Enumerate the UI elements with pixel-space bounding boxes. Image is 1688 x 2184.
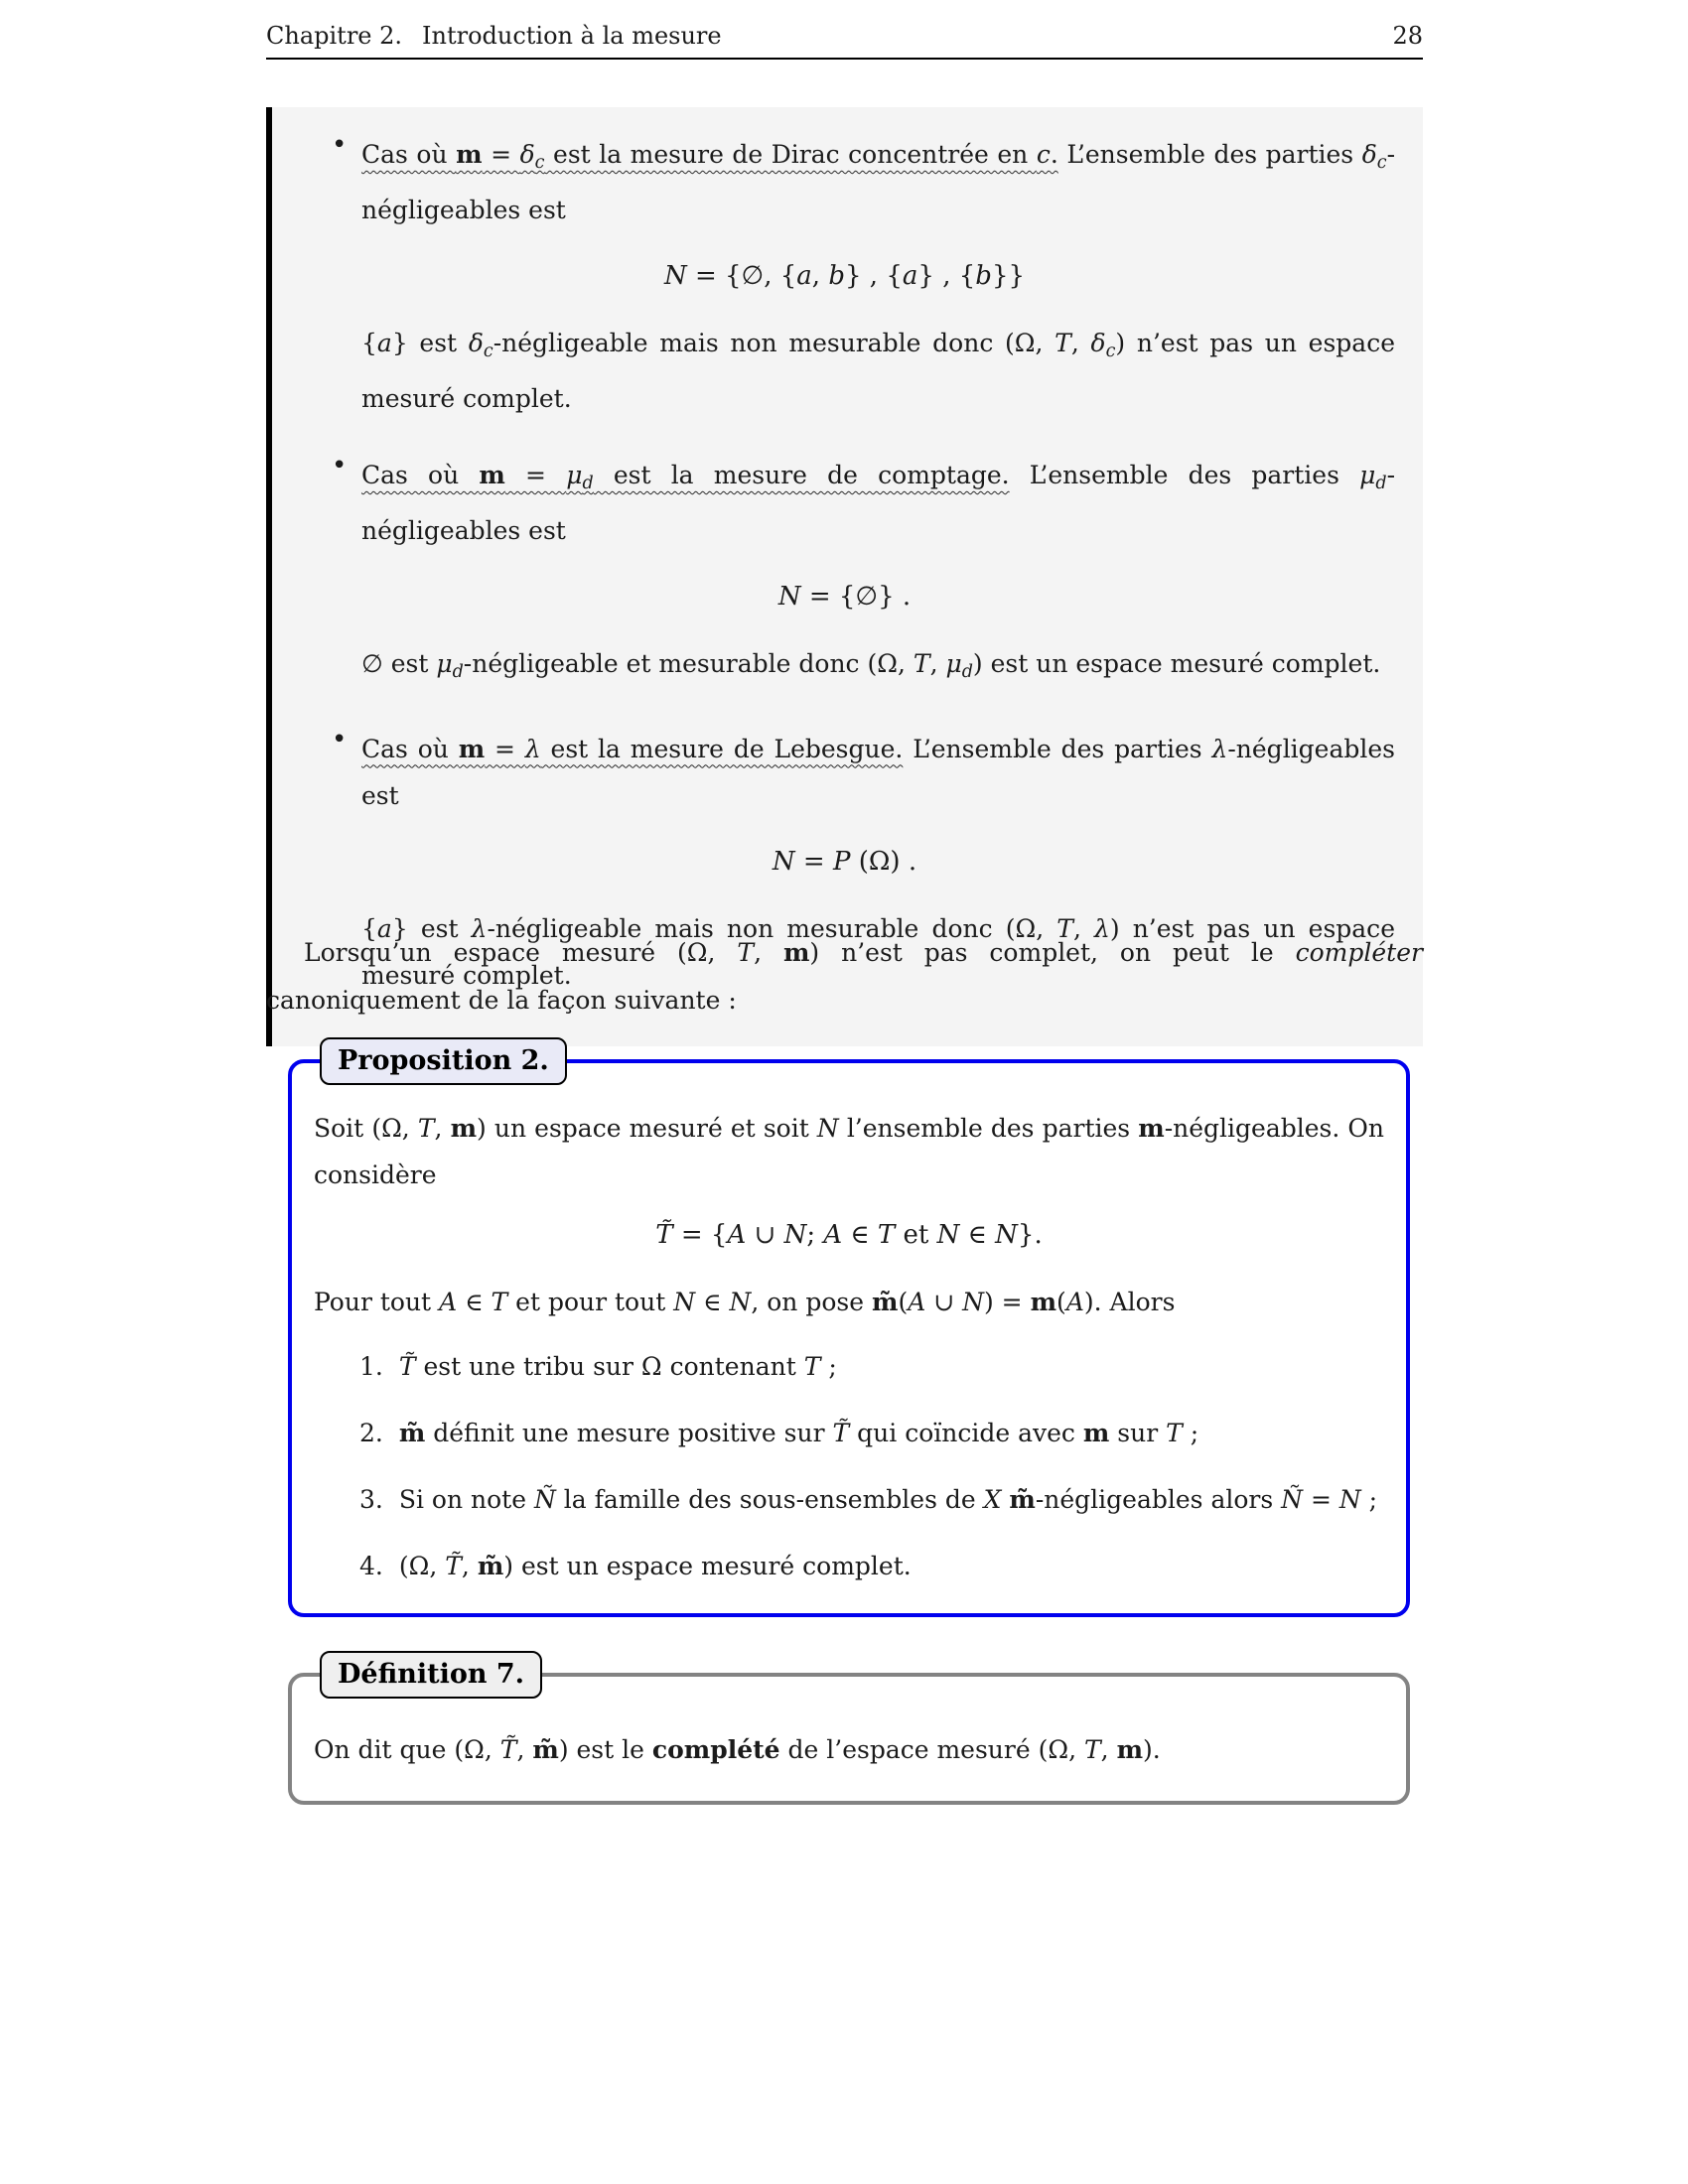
- item-text: (Ω, T̃, m̃) est un espace mesuré complet.: [398, 1552, 912, 1580]
- bullet-intro: Cas où m = λ est la mesure de Lebesgue. L’ensemble des parties λ-négligeables est: [361, 734, 1396, 810]
- chapter-number: Chapitre 2.: [266, 22, 403, 50]
- item-text: T̃ est une tribu sur Ω contenant T ;: [398, 1352, 837, 1381]
- bullet-item: [332, 450, 1396, 554]
- header-left: [266, 22, 722, 50]
- item-text: Si on note Ñ la famille des sous-ensembles de X m̃-négligeables alors Ñ = N ;: [398, 1485, 1378, 1514]
- proposition-label: Proposition 2.: [320, 1037, 567, 1085]
- bullet-intro: Cas où m = μd est la mesure de comptage. L’ensemble des parties μd-négligeables est: [361, 460, 1396, 545]
- proposition-middle: Pour tout A ∈ T et pour tout N ∈ N, on pose m̃(A ∪ N) = m(A). Alors: [314, 1288, 1176, 1316]
- bullet-icon: •: [332, 450, 348, 480]
- display-equation: N = P (Ω) .: [772, 846, 917, 877]
- page-header: [266, 22, 1423, 50]
- bullet-item: [332, 130, 1396, 233]
- display-equation: N = {∅} .: [777, 581, 912, 612]
- header-rule: [266, 58, 1423, 60]
- definition-body: On dit que (Ω, T̃, m̃) est le complété de l’espace mesuré (Ω, T, m).: [314, 1735, 1161, 1764]
- bullet-item: [332, 724, 1396, 819]
- example-box: [266, 107, 1423, 1046]
- definition-label: Définition 7.: [320, 1651, 542, 1699]
- page-number: 28: [1392, 22, 1423, 50]
- item-number: 3.: [359, 1485, 383, 1514]
- bullet-icon: •: [332, 130, 348, 160]
- item-number: 4.: [359, 1552, 383, 1580]
- item-number: 2.: [359, 1419, 383, 1447]
- list-item: [359, 1410, 1384, 1456]
- chapter-title: Introduction à la mesure: [422, 22, 722, 50]
- proposition-list: [359, 1343, 1384, 1589]
- proposition-intro: Soit (Ω, T, m) un espace mesuré et soit N l’ensemble des parties m-négligeables. On considère: [314, 1114, 1384, 1189]
- display-equation: N = {∅, {a, b} , {a} , {b}}: [663, 260, 1026, 291]
- list-item: [359, 1343, 1384, 1390]
- proposition-box: [288, 1045, 1410, 1617]
- bullet-note: {a} est δc-négligeable mais non mesurable donc (Ω, T, δc) n’est pas un espace mesuré complet.: [361, 328, 1395, 413]
- bullet-note: {a} est λ-négligeable mais non mesurable donc (Ω, T, λ) n’est pas un espace mesuré complet.: [361, 913, 1395, 990]
- bullet-intro: Cas où m = δc est la mesure de Dirac concentrée en c. L’ensemble des parties δc-négligeables est: [361, 140, 1396, 224]
- definition-box: [288, 1659, 1410, 1805]
- bullet-note: ∅ est μd-négligeable et mesurable donc (Ω, T, μd) est un espace mesuré complet.: [361, 648, 1381, 682]
- example-left-bar: [266, 107, 272, 1046]
- list-item: [359, 1476, 1384, 1523]
- item-number: 1.: [359, 1352, 383, 1381]
- list-item: [359, 1543, 1384, 1589]
- proposition-equation: T̃ = {A ∪ N; A ∈ T et N ∈ N}.: [655, 1220, 1043, 1250]
- bullet-icon: •: [332, 724, 348, 754]
- item-text: m̃ définit une mesure positive sur T̃ qui coïncide avec m sur T ;: [398, 1419, 1199, 1447]
- body-paragraph: Lorsqu’un espace mesuré (Ω, T, m) n’est pas complet, on peut le compléter canoniquement de la façon suivante :: [266, 938, 1423, 1015]
